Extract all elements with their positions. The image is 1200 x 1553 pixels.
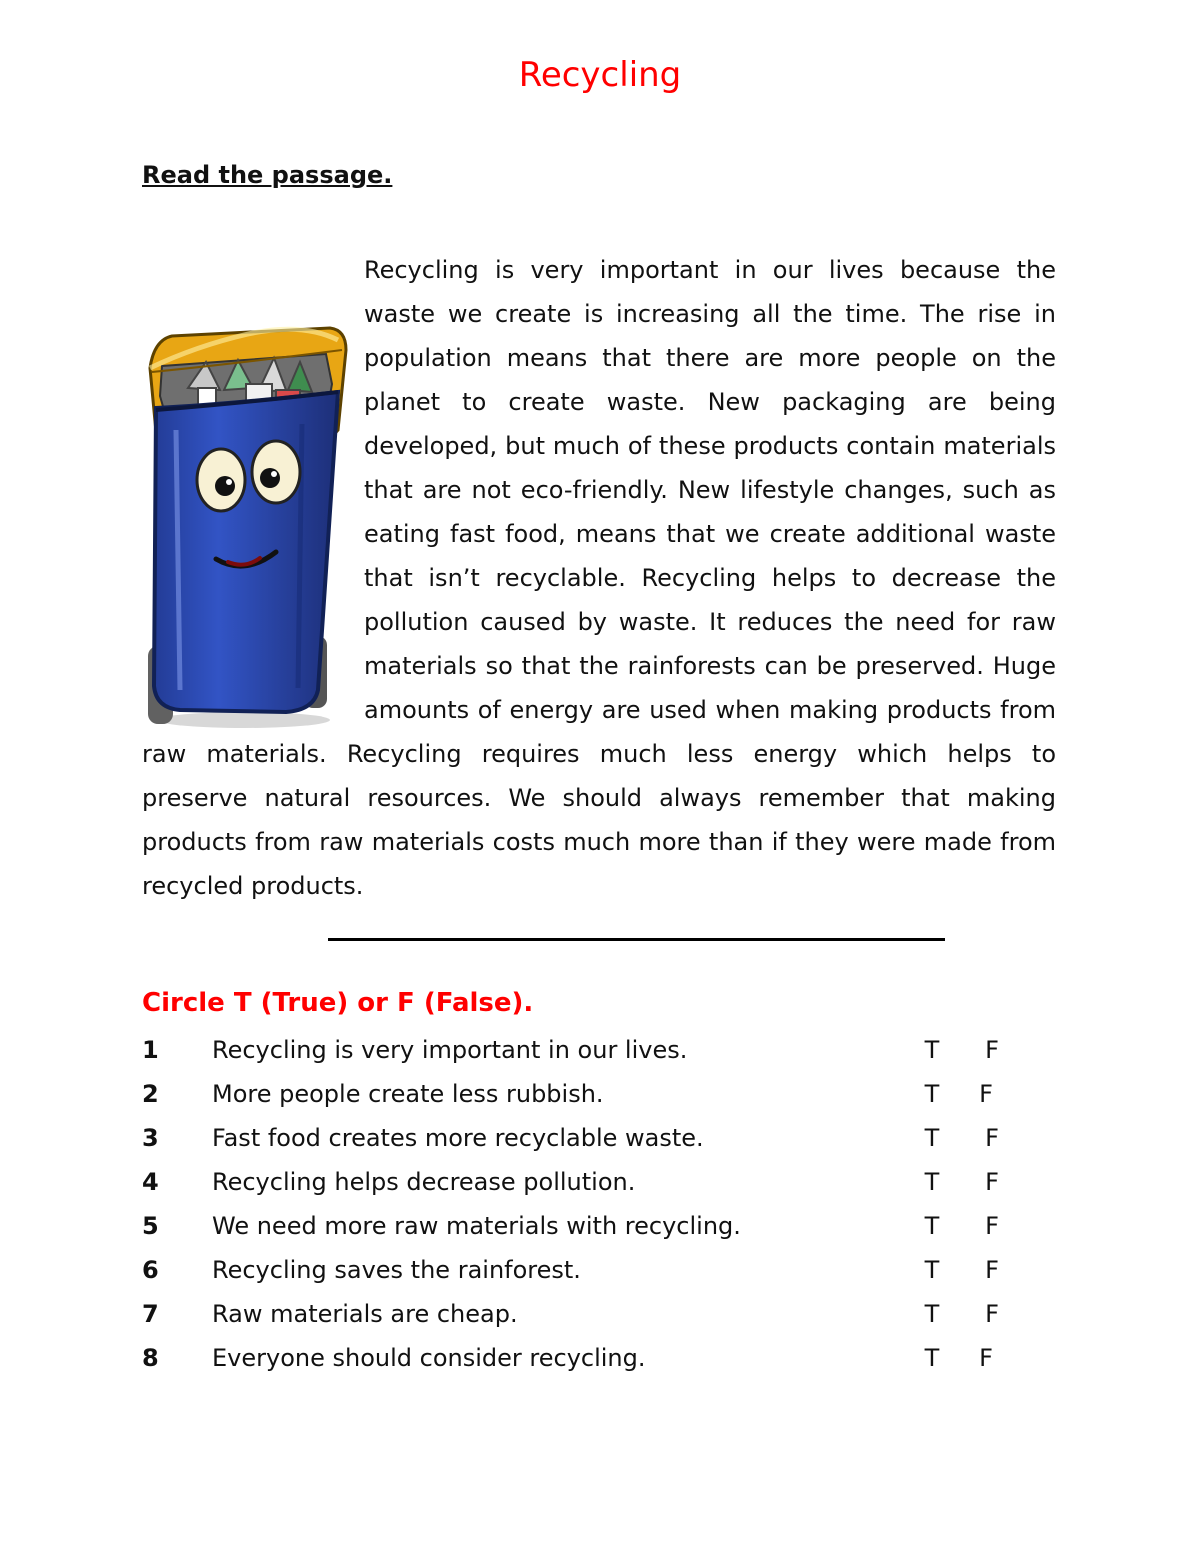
section-divider [328, 938, 945, 941]
question-text: Raw materials are cheap. [212, 1300, 518, 1328]
question-text: Fast food creates more recyclable waste. [212, 1124, 704, 1152]
false-option[interactable]: F [985, 1036, 999, 1064]
true-option[interactable]: T [924, 1344, 940, 1372]
false-option[interactable]: F [985, 1124, 999, 1152]
quiz-question-8 [142, 1336, 1056, 1380]
page-title: Recycling [518, 55, 682, 95]
true-option[interactable]: T [924, 1212, 940, 1240]
false-option[interactable]: F [985, 1300, 999, 1328]
question-number: 2 [142, 1080, 159, 1108]
question-number: 5 [142, 1212, 159, 1240]
quiz-question-4 [142, 1160, 1056, 1204]
true-option[interactable]: T [924, 1300, 940, 1328]
question-text: Recycling is very important in our lives. [212, 1036, 688, 1064]
question-number: 3 [142, 1124, 159, 1152]
false-option[interactable]: F [985, 1168, 999, 1196]
false-option[interactable]: F [979, 1080, 993, 1108]
question-text: We need more raw materials with recycling. [212, 1212, 741, 1240]
question-text: Everyone should consider recycling. [212, 1344, 646, 1372]
true-option[interactable]: T [924, 1124, 940, 1152]
quiz-question-1 [142, 1028, 1056, 1072]
false-option[interactable]: F [985, 1212, 999, 1240]
question-text: Recycling helps decrease pollution. [212, 1168, 636, 1196]
instruction-heading: Read the passage. [142, 161, 393, 189]
quiz-question-5 [142, 1204, 1056, 1248]
true-option[interactable]: T [924, 1036, 940, 1064]
true-option[interactable]: T [924, 1168, 940, 1196]
passage-text: Recycling is very important in our lives because the waste we create is increasing all the time. The rise in population means that there are more people on the planet to create waste. New packaging are being developed, but much of these products contain materials that are not eco-friendly. New lifestyle changes, such as eating fast food, means that we create additional waste that isn’t recyclable. Recycling helps to decrease the pollution caused by waste. It reduces the need for raw materials so that the rainforests can be preserved. Huge amounts of energy are used when making products from raw materials. Recycling requires much less energy which helps to preserve natural resources. We should always remember that making products from raw materials costs much more than if they were made from recycled products. [142, 256, 1056, 900]
quiz-question-3 [142, 1116, 1056, 1160]
question-number: 1 [142, 1036, 159, 1064]
false-option[interactable]: F [985, 1256, 999, 1284]
quiz-question-2 [142, 1072, 1056, 1116]
question-number: 4 [142, 1168, 159, 1196]
question-text: Recycling saves the rainforest. [212, 1256, 581, 1284]
reading-passage [142, 248, 1056, 908]
quiz-heading: Circle T (True) or F (False). [142, 988, 534, 1018]
false-option[interactable]: F [979, 1344, 993, 1372]
quiz-question-6 [142, 1248, 1056, 1292]
question-text: More people create less rubbish. [212, 1080, 604, 1108]
true-option[interactable]: T [924, 1256, 940, 1284]
question-number: 7 [142, 1300, 159, 1328]
true-option[interactable]: T [924, 1080, 940, 1108]
quiz-question-7 [142, 1292, 1056, 1336]
recycling-bin-icon [142, 292, 352, 728]
question-number: 8 [142, 1344, 159, 1372]
question-number: 6 [142, 1256, 159, 1284]
recycling-bin-illustration [142, 292, 352, 728]
